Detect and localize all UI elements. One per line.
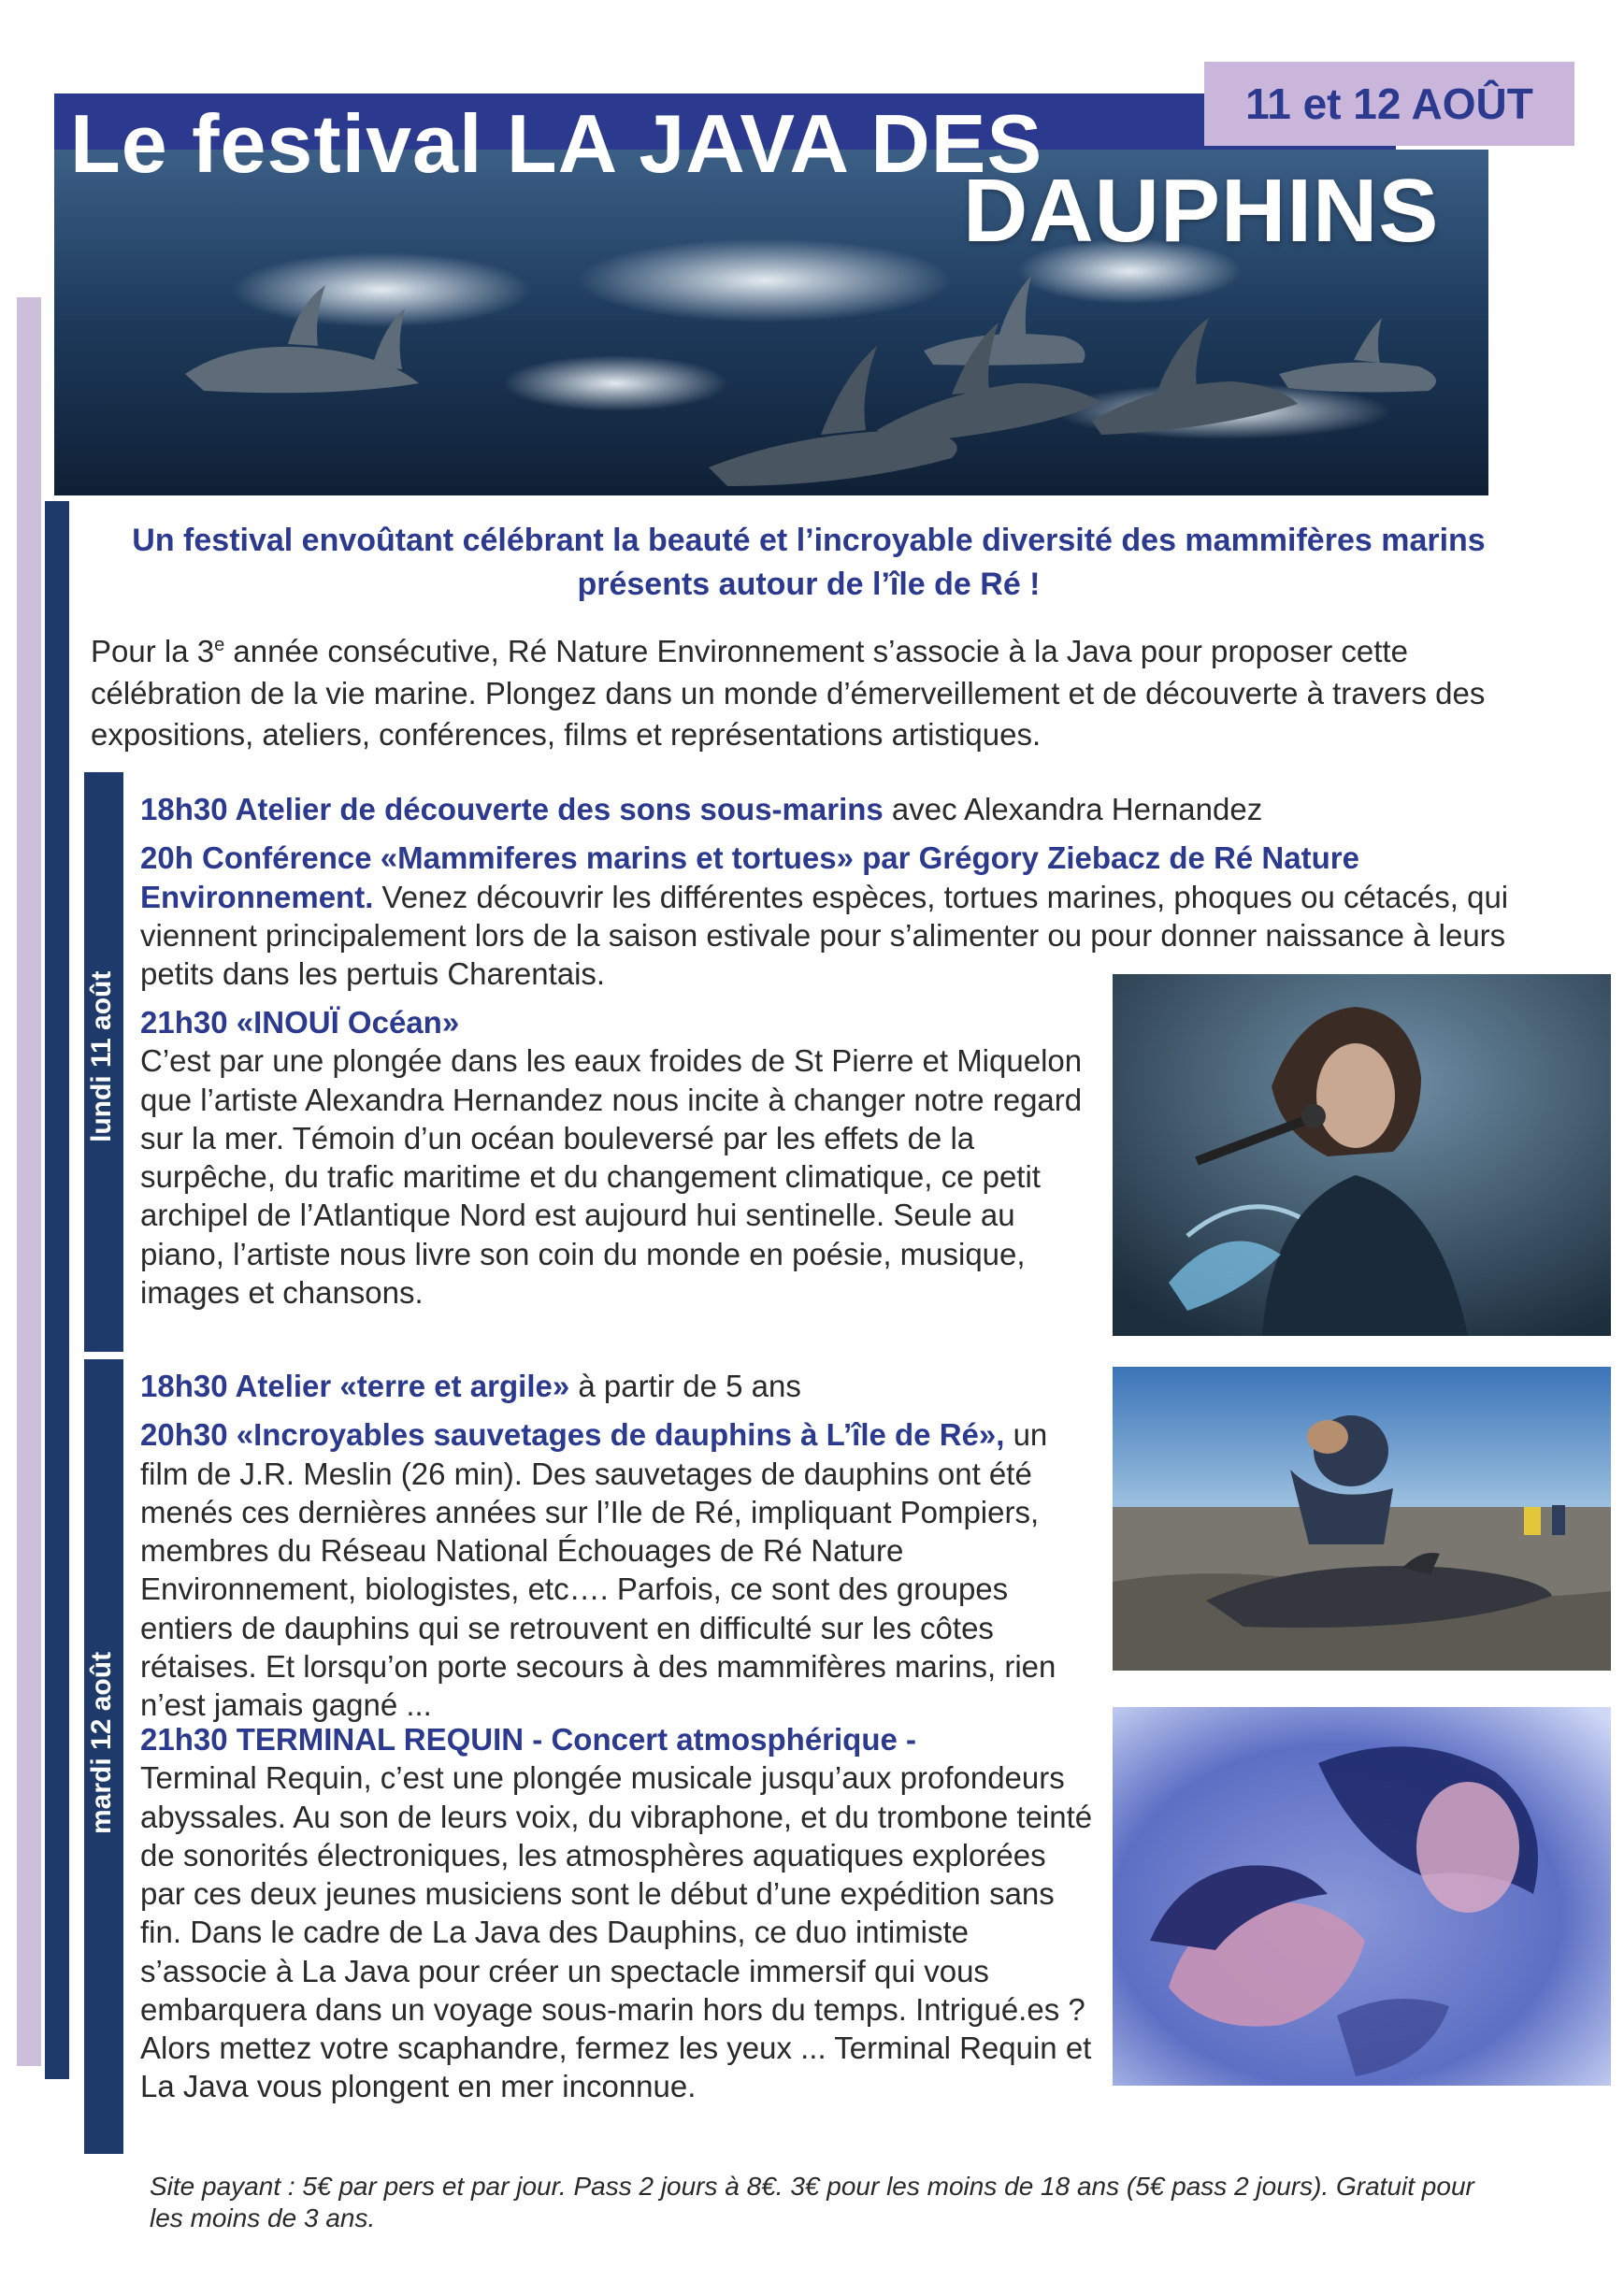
day2-program-bottom — [140, 1720, 1094, 2117]
day2-event2-rest: un film de J.R. Meslin (26 min). Des sauvetages de dauphins ont été menés ces dernières années sur l’Ile de Ré, impliquant Pompiers, membres du Réseau National Échouages de Ré Nature Environnement, biologistes, etc…. Parfois, ce sont des groupes entiers de dauphins qui se retrouvent en difficulté sur les côtes rétaises. Et lorsqu’on porte secours à des mammifères marins, rien n’est jamais gagné ... — [140, 1417, 1056, 1722]
dolphin-rescue-photo — [1113, 1367, 1611, 1671]
festival-title-line2: DAUPHINS — [963, 161, 1440, 261]
intro-superscript: e — [214, 635, 225, 655]
terminal-requin-photo — [1113, 1707, 1611, 2086]
singer-photo — [1113, 974, 1611, 1336]
day1-event3 — [140, 1003, 1094, 1312]
day2-event3 — [140, 1720, 1094, 2106]
day1-event1 — [140, 790, 1543, 828]
pricing-note: Site payant : 5€ par pers et par jour. Pass 2 jours à 8€. 3€ pour les moins de 18 ans (5€ pass 2 jours). Gratuit pour les moins de 3 ans. — [150, 2172, 1474, 2233]
festival-title-line1: Le festival LA JAVA DES — [70, 97, 1043, 190]
day2-program-top — [140, 1367, 1094, 1734]
day1-event1-rest: avec Alexandra Hernandez — [883, 792, 1263, 826]
day2-event2 — [140, 1415, 1094, 1724]
left-navy-bar — [45, 501, 69, 2079]
day2-label: mardi 12 août — [86, 1651, 117, 1834]
festival-dates-badge: 11 et 12 AOÛT — [1204, 62, 1574, 146]
day2-event3-text: Terminal Requin, c’est une plongée musicale jusqu’aux profondeurs abyssales. Au son de leurs voix, du vibraphone, et du trombone teinté de sonorités électroniques, les atmosphères aquatiques explorées par ces deux jeunes musiciens sont le début d’une expédition sans fin. Dans le cadre de La Java des Dauphins, ce duo intimiste s’associe à La Java pour créer un spectacle immersif qui vous embarquera dans un voyage sous-marin hors du temps. Intrigué.es ? Alors mettez votre scaphandre, fermez les yeux ... Terminal Requin et La Java vous plongent en mer inconnue. — [140, 1760, 1093, 2104]
day2-event3-title: 21h30 TERMINAL REQUIN - Concert atmosphérique - — [140, 1722, 917, 1757]
left-decor-bar — [17, 297, 41, 2066]
day2-event1-title: 18h30 Atelier «terre et argile» — [140, 1369, 570, 1403]
intro-text-part2: année consécutive, Ré Nature Environnement s’associe à la Java pour proposer cette célébration de la vie marine. Plongez dans un monde d’émerveillement et de découverte à travers des expositions, ateliers, conférences, films et représentations artistiques. — [91, 634, 1486, 753]
day1-label: lundi 11 août — [86, 970, 117, 1142]
day1-event3-title: 21h30 «INOUÏ Océan» — [140, 1005, 460, 1040]
day1-program-top — [140, 790, 1543, 1003]
festival-subtitle: Un festival envoûtant célébrant la beauté et l’incroyable diversité des mammifères marins présents autour de l’île de Ré ! — [132, 523, 1486, 602]
day2-event2-title: 20h30 «Incroyables sauvetages de dauphins à L’île de Ré», — [140, 1417, 1005, 1453]
day1-program-bottom — [140, 1003, 1094, 1322]
day1-event1-title: 18h30 Atelier de découverte des sons sous-marins — [140, 792, 884, 826]
day1-event2-rest: Venez découvrir les différentes espèces, tortues marines, phoques ou cétacés, qui viennent principalement lors de la saison estivale pour s’alimenter ou pour donner naissance à leurs petits dans les pertuis Charentais. — [140, 879, 1509, 991]
intro-text-part1: Pour la 3 — [91, 634, 215, 668]
day1-event2 — [140, 839, 1543, 993]
day2-event1-rest: à partir de 5 ans — [569, 1369, 801, 1403]
day2-event1 — [140, 1367, 1094, 1405]
intro-paragraph — [91, 631, 1531, 756]
day1-event3-text: C’est par une plongée dans les eaux froides de St Pierre et Miquelon que l’artiste Alexandra Hernandez nous incite à changer notre regard sur la mer. Témoin d’un océan bouleversé par les effets de la surpêche, du trafic maritime et du changement climatique, ce petit archipel de l’Atlantique Nord est aujourd hui sentinelle. Seule au piano, l’artiste nous livre son coin du monde en poésie, musique, images et chansons. — [140, 1043, 1083, 1310]
day1-event2-title: 20h Conférence «Mammiferes marins et tortues» par Grégory Ziebacz de Ré Nature Environnement. — [140, 840, 1359, 914]
